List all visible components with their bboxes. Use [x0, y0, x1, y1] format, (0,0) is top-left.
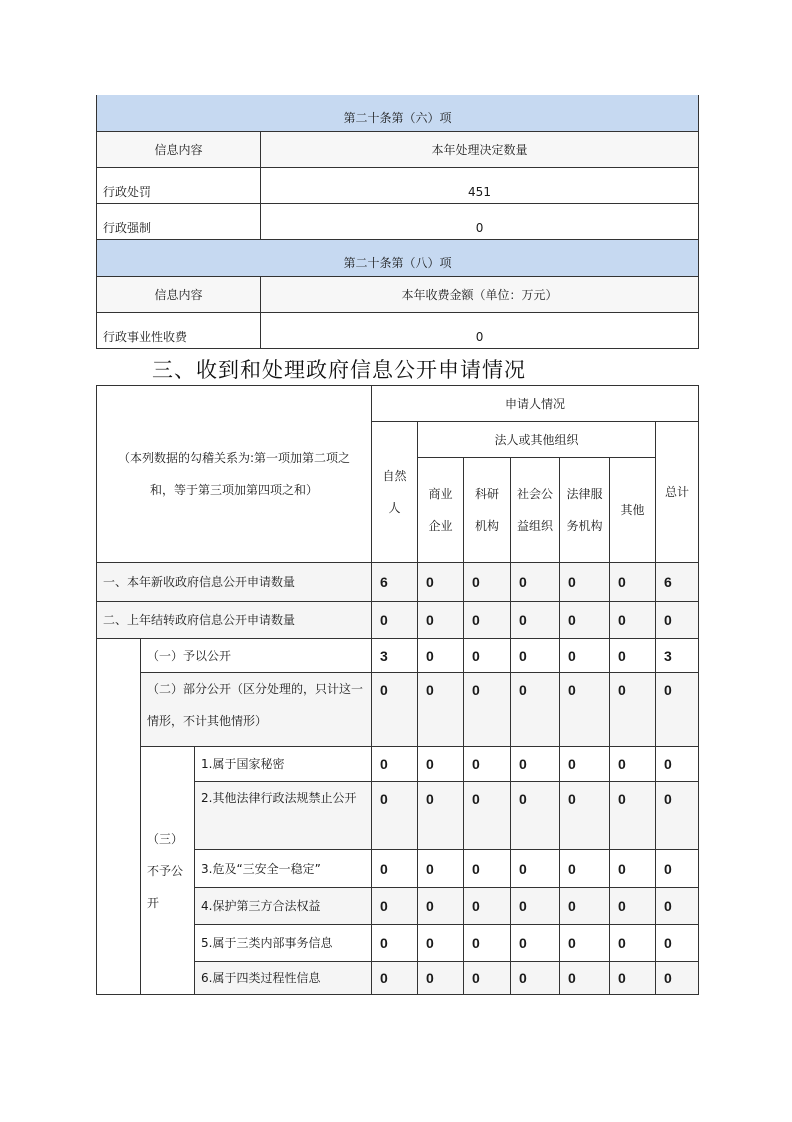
org-col-header: 科研机构	[464, 458, 511, 563]
value-cell: 0	[610, 782, 656, 850]
processing-decisions-table	[96, 95, 699, 349]
value-cell: 0	[610, 850, 656, 888]
value-cell: 0	[656, 747, 699, 782]
org-col-header: 社会公益组织	[511, 458, 560, 563]
row-value: 451	[261, 168, 699, 204]
value-cell: 0	[464, 673, 511, 747]
value-cell: 0	[418, 563, 464, 602]
value-cell: 0	[372, 962, 418, 995]
row-value: 0	[261, 313, 699, 349]
withheld-group-label: （三）不予公开	[141, 747, 195, 995]
value-cell: 0	[418, 925, 464, 962]
row-label: 行政强制	[97, 204, 261, 240]
row-label: （二）部分公开（区分处理的，只计这一情形，不计其他情形）	[141, 673, 372, 747]
value-cell: 0	[511, 639, 560, 673]
value-cell: 0	[656, 602, 699, 639]
applicant-header: 申请人情况	[372, 386, 699, 422]
value-cell: 0	[610, 639, 656, 673]
value-cell: 0	[511, 782, 560, 850]
value-cell: 0	[418, 602, 464, 639]
value-cell: 0	[656, 782, 699, 850]
col-header-info: 信息内容	[97, 132, 261, 168]
row-value: 0	[261, 204, 699, 240]
row-label: 1.属于国家秘密	[195, 747, 372, 782]
value-cell: 0	[560, 673, 610, 747]
row-label: 行政事业性收费	[97, 313, 261, 349]
value-cell: 0	[511, 925, 560, 962]
org-col-header: 其他	[610, 458, 656, 563]
value-cell: 0	[418, 673, 464, 747]
legal-org-header: 法人或其他组织	[418, 422, 656, 458]
value-cell: 0	[610, 602, 656, 639]
value-cell: 0	[372, 850, 418, 888]
value-cell: 0	[372, 602, 418, 639]
applications-table	[96, 385, 699, 995]
row-label: 行政处罚	[97, 168, 261, 204]
section-header-8: 第二十条第（八）项	[97, 240, 699, 277]
value-cell: 6	[656, 563, 699, 602]
value-cell: 0	[464, 563, 511, 602]
row-label: （一）予以公开	[141, 639, 372, 673]
value-cell: 0	[511, 850, 560, 888]
value-cell: 0	[464, 888, 511, 925]
value-cell: 0	[610, 888, 656, 925]
indent-cell	[97, 639, 141, 995]
value-cell: 0	[511, 962, 560, 995]
value-cell: 0	[511, 673, 560, 747]
total-header: 总计	[656, 422, 699, 563]
value-cell: 0	[372, 925, 418, 962]
value-cell: 0	[464, 962, 511, 995]
value-cell: 0	[560, 639, 610, 673]
section-heading: 三、收到和处理政府信息公开申请情况	[152, 358, 526, 382]
value-cell: 0	[610, 673, 656, 747]
value-cell: 3	[372, 639, 418, 673]
value-cell: 0	[610, 563, 656, 602]
value-cell: 0	[610, 962, 656, 995]
value-cell: 0	[560, 747, 610, 782]
value-cell: 0	[372, 888, 418, 925]
value-cell: 0	[464, 925, 511, 962]
value-cell: 0	[372, 782, 418, 850]
value-cell: 0	[656, 888, 699, 925]
col-header-info: 信息内容	[97, 277, 261, 313]
value-cell: 0	[464, 850, 511, 888]
value-cell: 0	[464, 602, 511, 639]
value-cell: 0	[656, 850, 699, 888]
col-header-fee: 本年收费金额（单位：万元）	[261, 277, 699, 313]
value-cell: 0	[372, 673, 418, 747]
value-cell: 0	[560, 962, 610, 995]
value-cell: 0	[560, 563, 610, 602]
value-cell: 0	[656, 925, 699, 962]
col-header-count: 本年处理决定数量	[261, 132, 699, 168]
value-cell: 0	[372, 747, 418, 782]
value-cell: 6	[372, 563, 418, 602]
value-cell: 0	[560, 850, 610, 888]
value-cell: 0	[464, 782, 511, 850]
row-label: 5.属于三类内部事务信息	[195, 925, 372, 962]
value-cell: 0	[418, 747, 464, 782]
value-cell: 0	[656, 962, 699, 995]
value-cell: 0	[560, 782, 610, 850]
row-label: 6.属于四类过程性信息	[195, 962, 372, 995]
value-cell: 0	[511, 888, 560, 925]
value-cell: 0	[418, 639, 464, 673]
row-label: 2.其他法律行政法规禁止公开	[195, 782, 372, 850]
value-cell: 3	[656, 639, 699, 673]
value-cell: 0	[418, 782, 464, 850]
value-cell: 0	[560, 925, 610, 962]
org-col-header: 法律服务机构	[560, 458, 610, 563]
row-label: 4.保护第三方合法权益	[195, 888, 372, 925]
value-cell: 0	[511, 563, 560, 602]
value-cell: 0	[610, 747, 656, 782]
value-cell: 0	[511, 602, 560, 639]
row-label: 二、上年结转政府信息公开申请数量	[97, 602, 372, 639]
value-cell: 0	[560, 888, 610, 925]
value-cell: 0	[418, 850, 464, 888]
value-cell: 0	[464, 639, 511, 673]
section-header-6: 第二十条第（六）项	[97, 95, 699, 132]
value-cell: 0	[560, 602, 610, 639]
value-cell: 0	[418, 962, 464, 995]
value-cell: 0	[656, 673, 699, 747]
org-col-header: 商业企业	[418, 458, 464, 563]
value-cell: 0	[418, 888, 464, 925]
value-cell: 0	[610, 925, 656, 962]
row-label: 3.危及“三安全一稳定”	[195, 850, 372, 888]
row-label: 一、本年新收政府信息公开申请数量	[97, 563, 372, 602]
natural-person-header: 自然人	[372, 422, 418, 563]
value-cell: 0	[511, 747, 560, 782]
note-cell: （本列数据的勾稽关系为:第一项加第二项之和，等于第三项加第四项之和）	[97, 386, 372, 563]
value-cell: 0	[464, 747, 511, 782]
